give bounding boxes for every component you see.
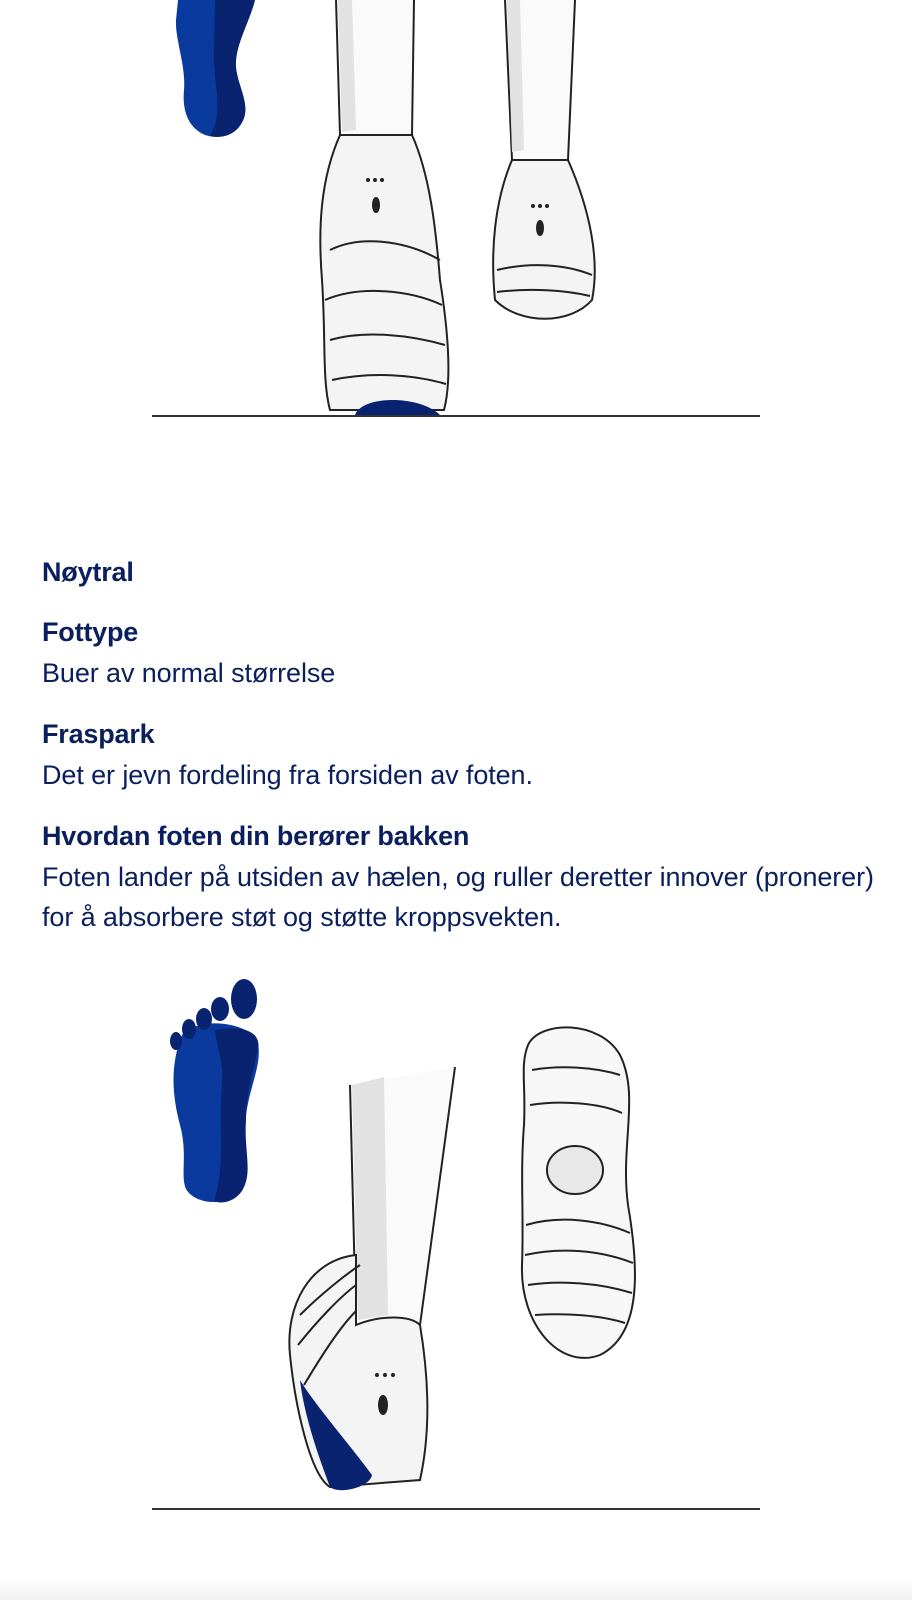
top-gait-illustration (0, 0, 912, 440)
bottom-fade (0, 1578, 912, 1600)
shoe-sole-illustration (522, 1027, 635, 1358)
section-foot-type (42, 613, 882, 693)
standing-leg-shoe-illustration (289, 1067, 455, 1490)
section-heading: Fottype (42, 617, 139, 647)
footprint-icon (176, 0, 255, 137)
gait-type-title: Nøytral (42, 557, 134, 587)
right-leg-shoe-illustration (493, 0, 595, 319)
section-ground-contact (42, 817, 882, 937)
left-leg-shoe-illustration (320, 0, 448, 415)
footprint-icon (170, 979, 259, 1202)
section-body: Det er jevn fordeling fra forsiden av foten. (42, 760, 533, 790)
section-heading: Fraspark (42, 719, 155, 749)
gait-description (42, 553, 882, 937)
section-body: Buer av normal størrelse (42, 658, 336, 688)
section-body: Foten lander på utsiden av hælen, og ruller deretter innover (pronerer) for å absorbere støt og støtte kroppsvekten. (42, 862, 874, 932)
section-heading: Hvordan foten din berører bakken (42, 821, 470, 851)
bottom-gait-illustration (0, 975, 912, 1535)
section-push-off (42, 715, 882, 795)
